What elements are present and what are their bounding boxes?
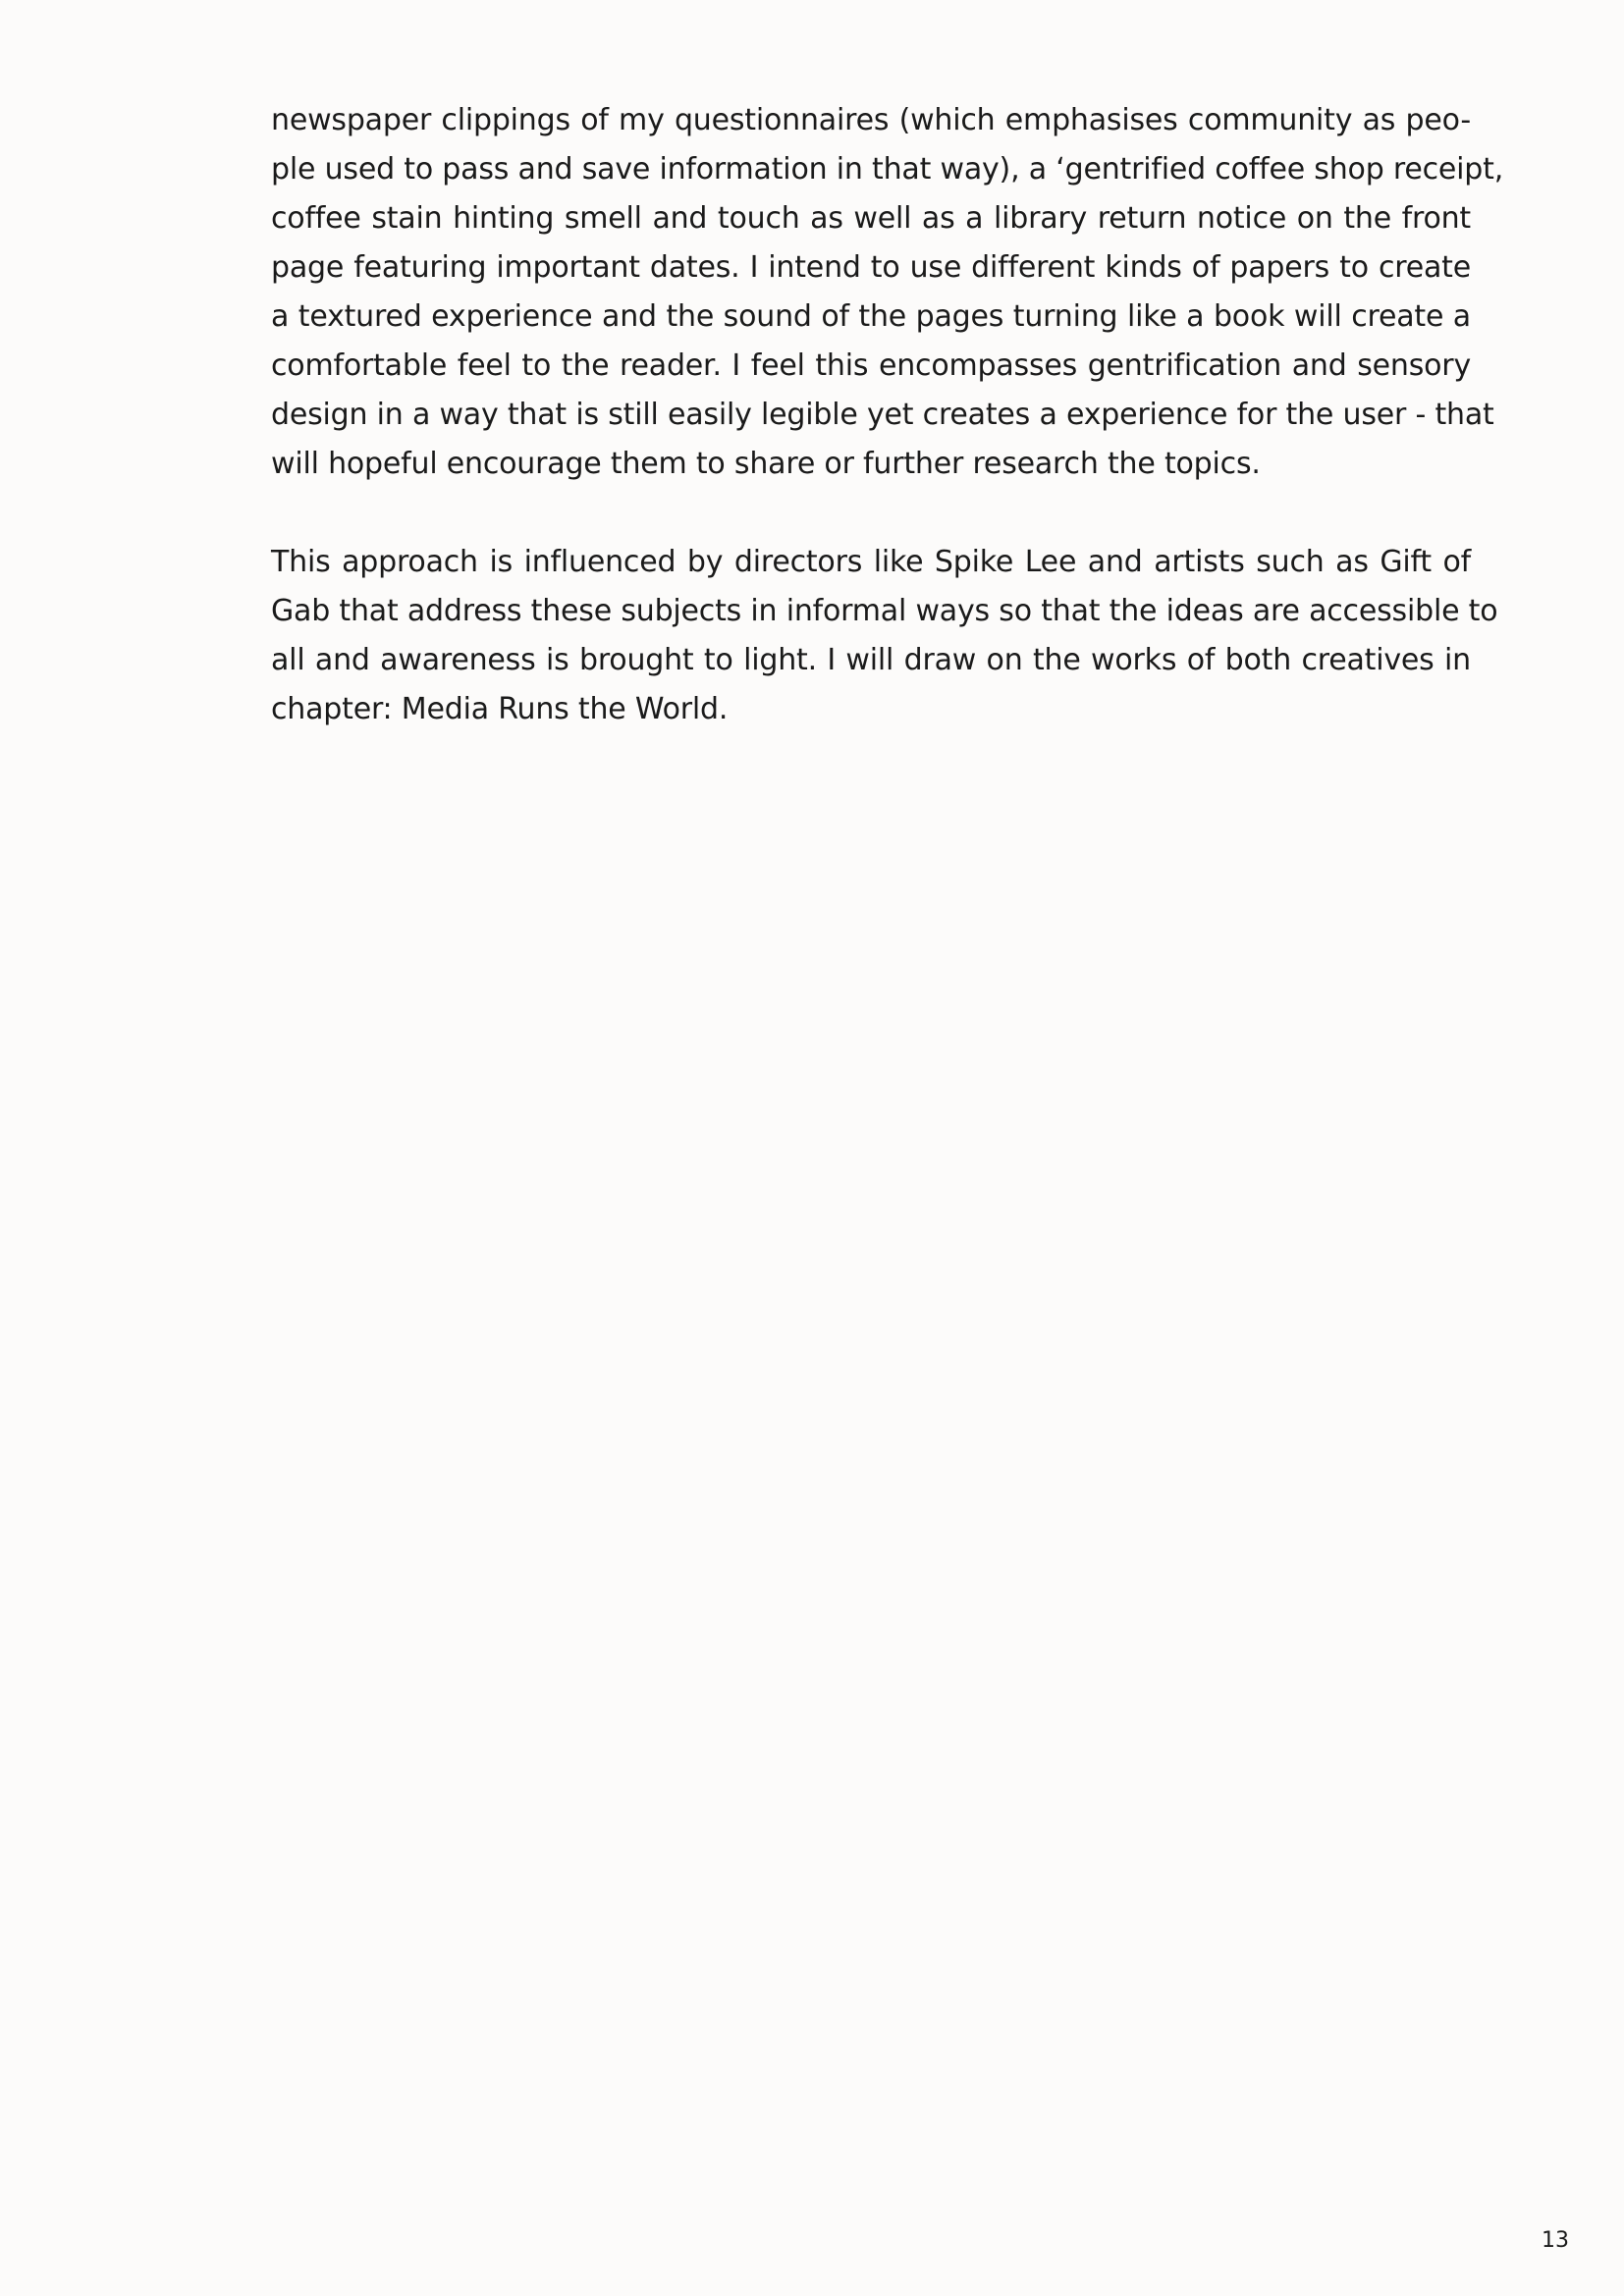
paragraph-line: page featuring important dates. I intend to use different kinds of papers to create <box>271 250 1471 285</box>
paragraph-line: coffee stain hinting smell and touch as well as a library return notice on the front <box>271 201 1471 236</box>
page-number: 13 <box>1542 2228 1569 2253</box>
body-text <box>271 96 1504 734</box>
paragraph-line: all and awareness is brought to light. I will draw on the works of both creatives in <box>271 643 1471 677</box>
paragraph-line: ple used to pass and save information in that way), a ‘gentrified coffee shop receipt, <box>271 152 1504 187</box>
paragraph-line: a textured experience and the sound of the pages turning like a book will create a <box>271 299 1471 334</box>
paragraph-line: This approach is influenced by directors like Spike Lee and artists such as Gift of <box>271 545 1471 579</box>
paragraph-line: newspaper clippings of my questionnaires (which emphasises community as peo- <box>271 103 1471 137</box>
paragraph-1 <box>271 96 1504 489</box>
paragraph-line: chapter: Media Runs the World. <box>271 692 729 726</box>
paragraph-2 <box>271 538 1498 734</box>
paragraph-line: will hopeful encourage them to share or further research the topics. <box>271 447 1261 481</box>
paragraph-line: design in a way that is still easily legible yet creates a experience for the user - that <box>271 398 1494 432</box>
paragraph-line: comfortable feel to the reader. I feel this encompasses gentrification and sensory <box>271 348 1471 383</box>
paragraph-line: Gab that address these subjects in informal ways so that the ideas are accessible to <box>271 594 1498 628</box>
paragraph-spacer <box>271 489 1471 538</box>
